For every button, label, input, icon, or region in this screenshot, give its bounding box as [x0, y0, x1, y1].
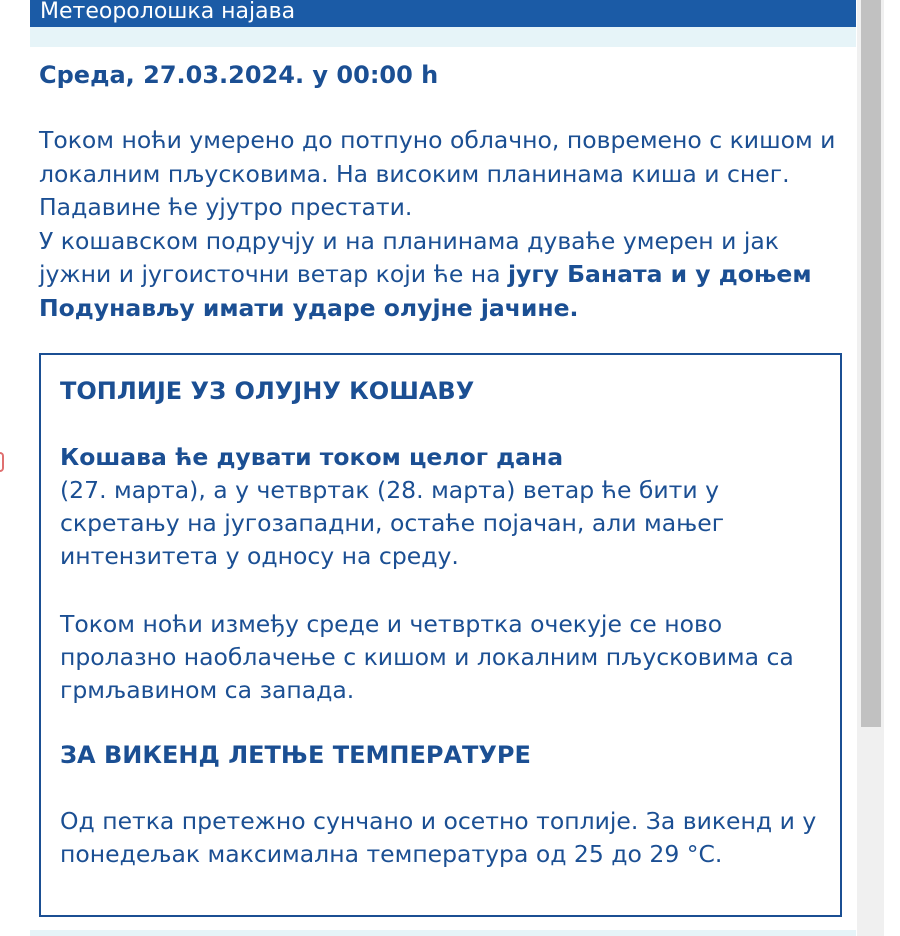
panel-title: Метеоролошка најава [40, 0, 296, 24]
box-section-1 [60, 441, 830, 573]
forecast-intro [39, 124, 854, 325]
intro-paragraph-2-bold: југу Баната и у доњем Подунављу имати ударе олујне јачине. [39, 260, 812, 322]
box-text-1: (27. марта), а у четвртак (28. марта) ветар ће бити у скретању на југозападни, остаће појачан, али мањег интензитета у односу на среду. [60, 476, 725, 570]
box-text-3: Од петка претежно сунчано и осетно топлије. За викенд и у понедељак максимална температура од 25 до 29 °C. [60, 807, 817, 868]
forecast-box [39, 353, 842, 917]
footer-strip [30, 930, 856, 936]
box-heading-1: ТОПЛИЈЕ УЗ ОЛУЈНУ КОШАВУ [60, 377, 475, 405]
scrollbar-thumb[interactable] [861, 0, 881, 727]
intro-paragraph-2 [39, 225, 854, 326]
intro-paragraph-1: Током ноћи умерено до потпуно облачно, повремено с кишом и локалним пљусковима. На високим планинама киша и снег. Падавине ће ујутро престати. [39, 126, 836, 221]
forecast-date: Среда, 27.03.2024. у 00:00 h [39, 61, 439, 89]
intro-paragraph-2-text: У кошавском подручју и на планинама дуваће умерен и јак јужни и југоисточни ветар који ће на [39, 226, 779, 288]
panel-header [30, 0, 856, 27]
forecast-panel [30, 0, 856, 936]
page-edge-mark [0, 452, 4, 472]
box-heading-2: ЗА ВИКЕНД ЛЕТЊЕ ТЕМПЕРАТУРЕ [60, 741, 531, 769]
box-text-2: Током ноћи између среде и четвртка очекује се ново пролазно наоблачење с кишом и локалним пљусковима са грмљавином са запада. [60, 610, 794, 704]
box-subheading-1: Кошава ће дувати током целог дана [60, 443, 564, 471]
header-strip [30, 27, 856, 47]
